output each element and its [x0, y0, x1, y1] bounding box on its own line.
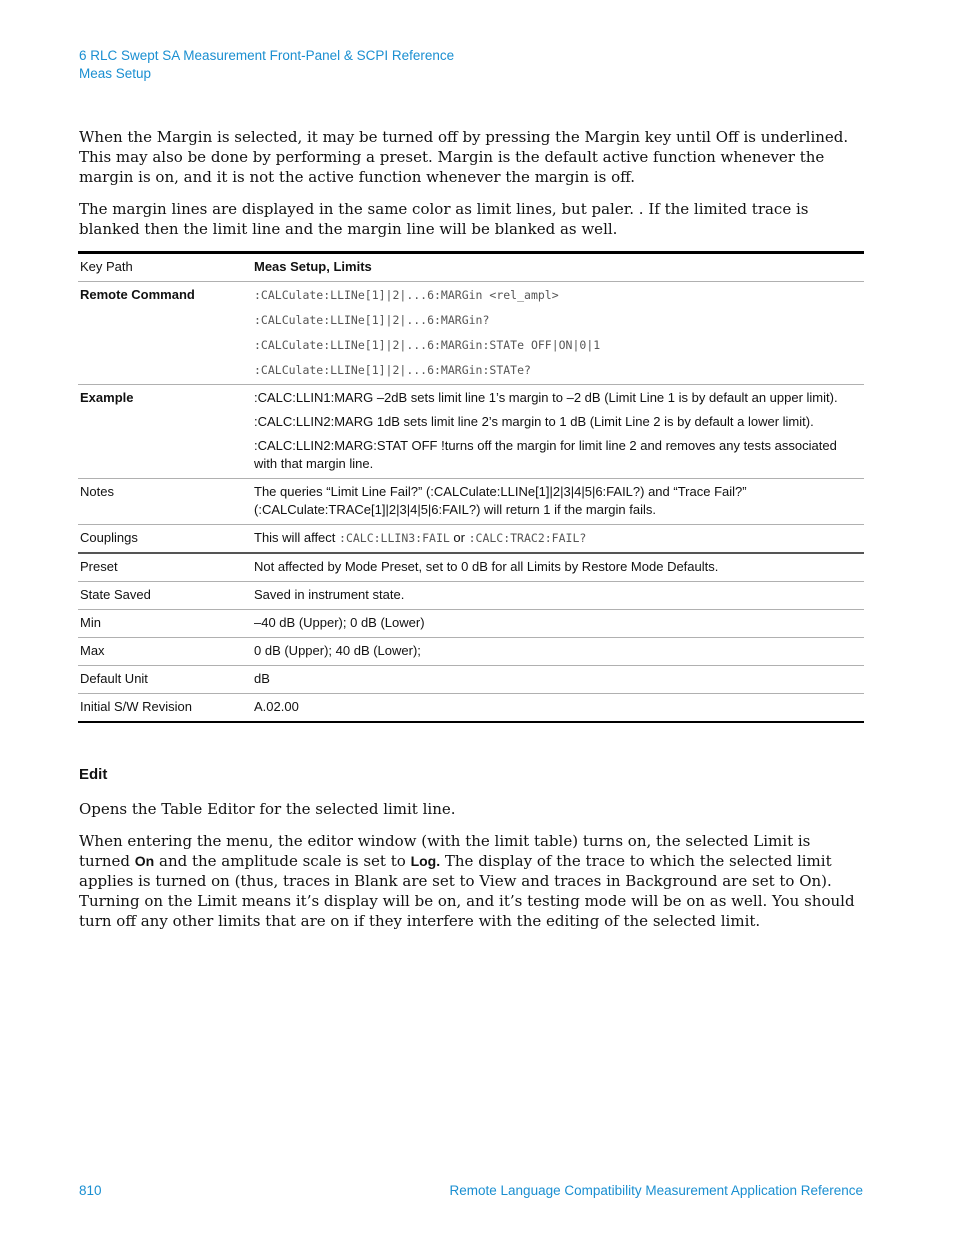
example-list: [252, 385, 864, 479]
couplings-label: Couplings: [78, 525, 252, 554]
notes-label: Notes: [78, 479, 252, 525]
page-header: [79, 47, 454, 83]
remote-command-list: [252, 282, 864, 385]
default-unit-value: dB: [252, 666, 864, 694]
notes-value: The queries “Limit Line Fail?” (:CALCulate:LLINe[1]|2|3|4|5|6:FAIL?) and “Trace Fail?” (:CALCulate:TRACe[1]|2|3|4|5|6:FAIL?) will return 1 if the margin fails.: [252, 479, 864, 525]
log-keyword: Log.: [410, 853, 441, 869]
table-row: [78, 525, 864, 554]
state-saved-label: State Saved: [78, 582, 252, 610]
example-line-2: :CALC:LLIN2:MARG 1dB sets limit line 2’s margin to 1 dB (Limit Line 2 is by default a lower limit).: [254, 414, 814, 429]
default-unit-label: Default Unit: [78, 666, 252, 694]
remote-command-2: :CALCulate:LLINe[1]|2|...6:MARGin?: [254, 313, 490, 327]
table-row: [78, 385, 864, 479]
table-row: [78, 694, 864, 723]
section-title: Meas Setup: [79, 66, 152, 81]
initial-revision-value: A.02.00: [252, 694, 864, 723]
max-value: 0 dB (Upper); 40 dB (Lower);: [252, 638, 864, 666]
couplings-command-2: :CALC:TRAC2:FAIL?: [468, 531, 587, 545]
page-number: 810: [79, 1183, 102, 1198]
remote-command-1: :CALCulate:LLINe[1]|2|...6:MARGin <rel_ampl>: [254, 288, 559, 302]
couplings-mid: or: [449, 530, 469, 545]
max-label: Max: [78, 638, 252, 666]
edit-paragraph-2: [79, 831, 859, 931]
example-label: Example: [78, 385, 252, 479]
footer-title: Remote Language Compatibility Measurement Application Reference: [449, 1183, 863, 1198]
min-label: Min: [78, 610, 252, 638]
preset-label: Preset: [78, 553, 252, 582]
remote-command-label: Remote Command: [78, 282, 252, 385]
table-row: [78, 479, 864, 525]
edit-heading: Edit: [79, 766, 108, 783]
table-row: [78, 253, 864, 282]
edit-text-c: The display of the trace to which the selected limit applies is turned on (thus, traces in Blank are set to View and traces in Background are set to On). Turning on the Limit means it’s display will be on, and it’s testing mode will be on as well. You should turn off any other limits that are on if they interfere with the editing of the selected limit.: [79, 852, 855, 930]
edit-text-a: When entering the menu, the editor window (with the limit table) turns on, the selected Limit is turned: [79, 832, 811, 870]
edit-paragraph-1: Opens the Table Editor for the selected limit line.: [79, 800, 456, 818]
table-row: [78, 610, 864, 638]
key-path-value: Meas Setup, Limits: [252, 253, 864, 282]
on-keyword: On: [134, 853, 155, 869]
example-line-1: :CALC:LLIN1:MARG –2dB sets limit line 1’s margin to –2 dB (Limit Line 1 is by default an upper limit).: [254, 390, 838, 405]
table-row: [78, 666, 864, 694]
state-saved-value: Saved in instrument state.: [252, 582, 864, 610]
table-row: [78, 638, 864, 666]
min-value: –40 dB (Upper); 0 dB (Lower): [252, 610, 864, 638]
couplings-prefix: This will affect: [254, 530, 340, 545]
initial-revision-label: Initial S/W Revision: [78, 694, 252, 723]
preset-value: Not affected by Mode Preset, set to 0 dB for all Limits by Restore Mode Defaults.: [252, 553, 864, 582]
table-row: [78, 553, 864, 582]
couplings-value: [252, 525, 864, 554]
couplings-command-1: :CALC:LLIN3:FAIL: [339, 531, 450, 545]
margin-paragraph-2: The margin lines are displayed in the same color as limit lines, but paler. . If the limited trace is blanked then the limit line and the margin line will be blanked as well.: [79, 200, 809, 238]
example-line-3: :CALC:LLIN2:MARG:STAT OFF !turns off the margin for limit line 2 and removes any tests associated with that margin line.: [254, 438, 837, 471]
key-path-label: Key Path: [78, 253, 252, 282]
remote-command-4: :CALCulate:LLINe[1]|2|...6:MARGin:STATe?: [254, 363, 531, 377]
table-row: [78, 582, 864, 610]
edit-text-b: and the amplitude scale is set to: [154, 852, 411, 870]
margin-reference-table: [78, 251, 864, 723]
margin-paragraph-1: When the Margin is selected, it may be turned off by pressing the Margin key until Off is underlined. This may also be done by performing a preset. Margin is the default active function whenever the margin is on, and it is not the active function whenever the margin is off.: [79, 128, 849, 186]
table-row: [78, 282, 864, 385]
chapter-title: 6 RLC Swept SA Measurement Front-Panel & SCPI Reference: [79, 48, 455, 63]
remote-command-3: :CALCulate:LLINe[1]|2|...6:MARGin:STATe OFF|ON|0|1: [254, 338, 601, 352]
